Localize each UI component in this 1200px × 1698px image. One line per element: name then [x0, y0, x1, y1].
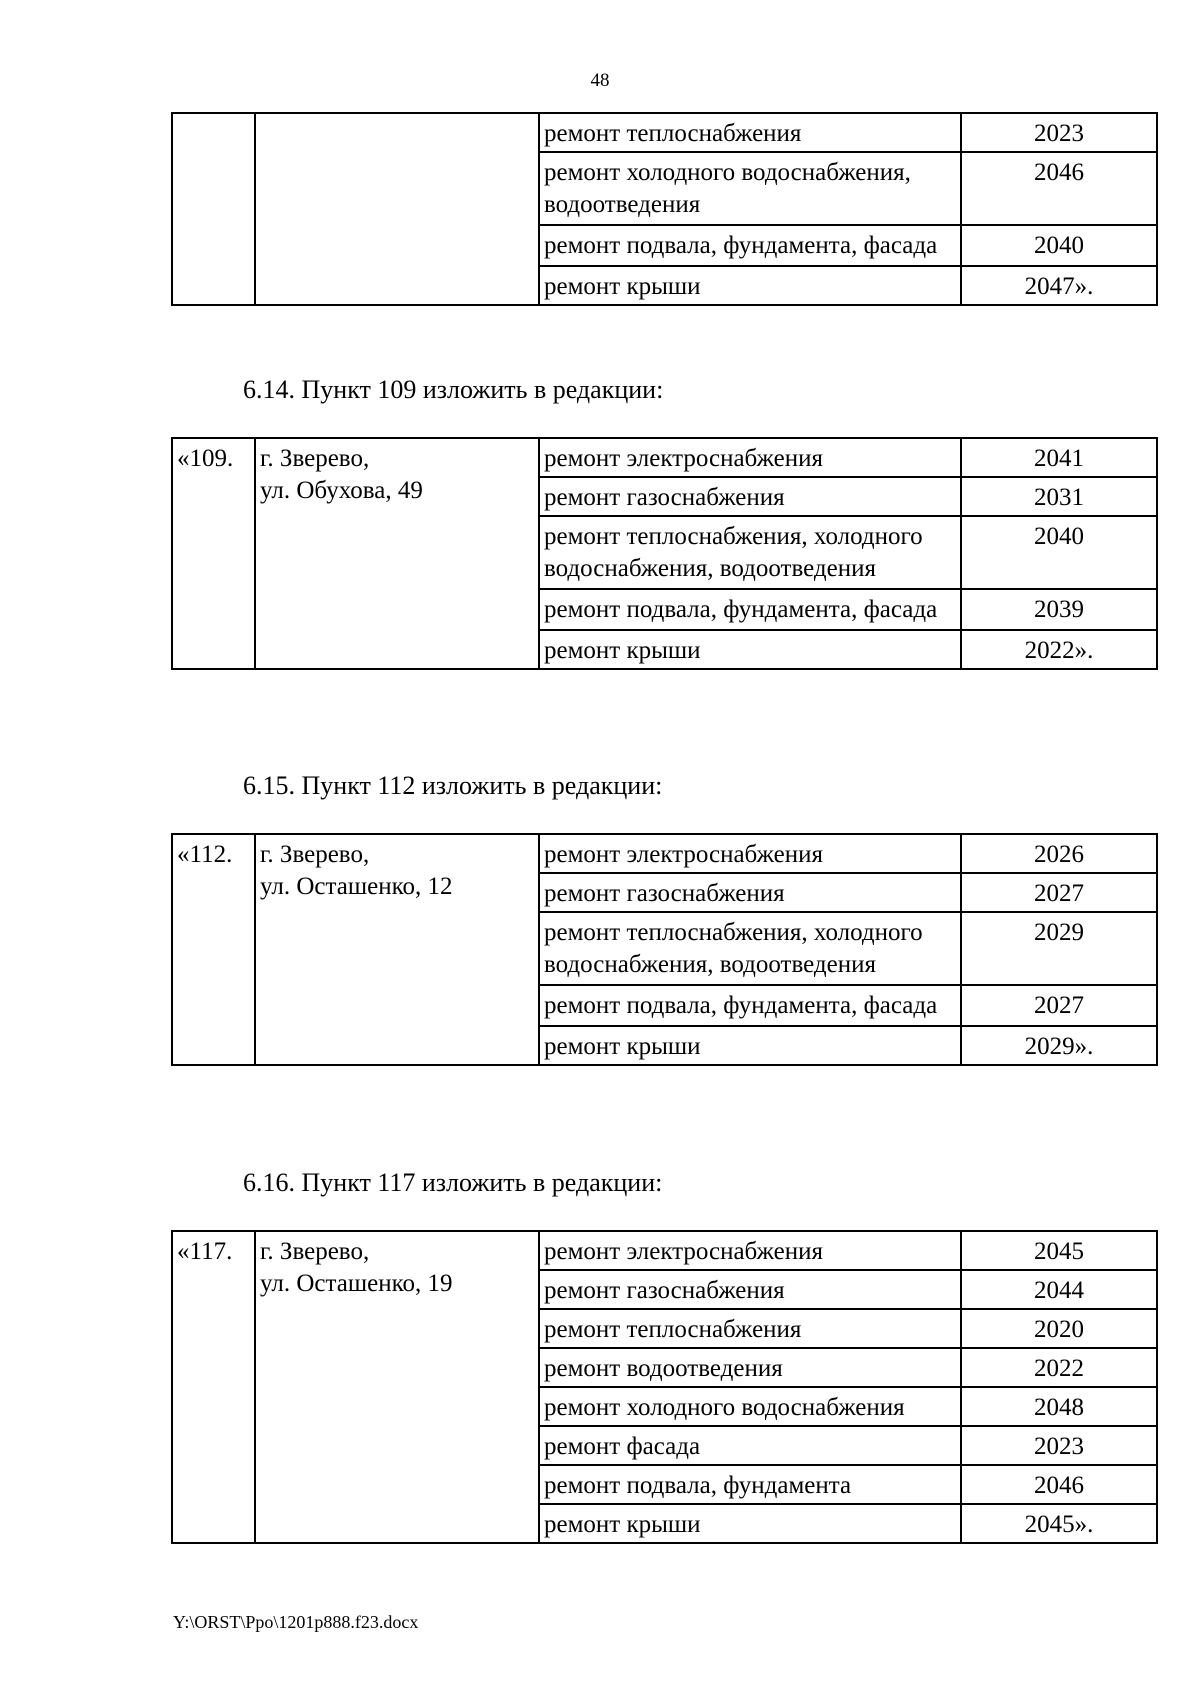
work-cell: ремонт подвала, фундамента, фасада — [539, 225, 961, 266]
year-cell: 2027 — [961, 985, 1157, 1026]
paragraph-6-14: 6.14. Пункт 109 изложить в редакции: — [243, 375, 664, 404]
address-cell — [255, 1231, 539, 1543]
address-cell — [255, 113, 539, 305]
work-cell: ремонт крыши — [539, 1026, 961, 1065]
year-cell: 2045 — [961, 1231, 1157, 1270]
work-cell: ремонт теплоснабжения, холодного водоснабжения, водоотведения — [539, 516, 961, 589]
year-cell: 2041 — [961, 438, 1157, 477]
address-line-2: ул. Обухова, 49 — [260, 477, 423, 504]
year-cell: 2027 — [961, 873, 1157, 912]
item-112-table — [171, 833, 1158, 1066]
year-cell: 2022». — [961, 630, 1157, 669]
work-cell: ремонт электроснабжения — [539, 1231, 961, 1270]
continuation-table — [171, 112, 1158, 306]
address-line-1: г. Зверево, — [260, 1238, 370, 1265]
item-117-table — [171, 1230, 1158, 1544]
work-cell: ремонт крыши — [539, 630, 961, 669]
year-cell: 2026 — [961, 834, 1157, 873]
address-cell — [255, 438, 539, 669]
work-cell: ремонт водоотведения — [539, 1348, 961, 1387]
page-number: 48 — [590, 70, 610, 91]
item-number-cell — [172, 113, 255, 305]
work-cell: ремонт газоснабжения — [539, 1270, 961, 1309]
work-cell: ремонт газоснабжения — [539, 477, 961, 516]
year-cell: 2023 — [961, 1426, 1157, 1465]
work-cell: ремонт теплоснабжения — [539, 1309, 961, 1348]
address-line-1: г. Зверево, — [260, 841, 370, 868]
work-cell: ремонт теплоснабжения, холодного водоснабжения, водоотведения — [539, 912, 961, 985]
work-cell: ремонт газоснабжения — [539, 873, 961, 912]
item-number-cell: «117. — [172, 1231, 255, 1543]
year-cell: 2029». — [961, 1026, 1157, 1065]
year-cell: 2023 — [961, 113, 1157, 152]
work-cell: ремонт теплоснабжения — [539, 113, 961, 152]
work-cell: ремонт электроснабжения — [539, 438, 961, 477]
item-number-cell: «112. — [172, 834, 255, 1065]
year-cell: 2029 — [961, 912, 1157, 985]
year-cell: 2047». — [961, 266, 1157, 305]
year-cell: 2039 — [961, 589, 1157, 630]
address-line-1: г. Зверево, — [260, 445, 370, 472]
address-cell — [255, 834, 539, 1065]
item-109-table — [171, 437, 1158, 670]
year-cell: 2046 — [961, 1465, 1157, 1504]
work-cell: ремонт холодного водоснабжения — [539, 1387, 961, 1426]
footer-file-path: Y:\ORST\Ppo\1201p888.f23.docx — [173, 1612, 419, 1632]
year-cell: 2046 — [961, 152, 1157, 225]
work-cell: ремонт подвала, фундамента, фасада — [539, 985, 961, 1026]
work-cell: ремонт фасада — [539, 1426, 961, 1465]
year-cell: 2031 — [961, 477, 1157, 516]
work-cell: ремонт электроснабжения — [539, 834, 961, 873]
work-cell: ремонт подвала, фундамента, фасада — [539, 589, 961, 630]
year-cell: 2044 — [961, 1270, 1157, 1309]
year-cell: 2045». — [961, 1504, 1157, 1543]
year-cell: 2040 — [961, 225, 1157, 266]
year-cell: 2022 — [961, 1348, 1157, 1387]
work-cell: ремонт холодного водоснабжения, водоотведения — [539, 152, 961, 225]
address-line-2: ул. Осташенко, 12 — [260, 873, 453, 900]
year-cell: 2040 — [961, 516, 1157, 589]
address-line-2: ул. Осташенко, 19 — [260, 1270, 453, 1297]
work-cell: ремонт крыши — [539, 266, 961, 305]
year-cell: 2048 — [961, 1387, 1157, 1426]
paragraph-6-16: 6.16. Пункт 117 изложить в редакции: — [243, 1168, 663, 1197]
work-cell: ремонт крыши — [539, 1504, 961, 1543]
item-number-cell: «109. — [172, 438, 255, 669]
paragraph-6-15: 6.15. Пункт 112 изложить в редакции: — [243, 771, 663, 800]
work-cell: ремонт подвала, фундамента — [539, 1465, 961, 1504]
year-cell: 2020 — [961, 1309, 1157, 1348]
